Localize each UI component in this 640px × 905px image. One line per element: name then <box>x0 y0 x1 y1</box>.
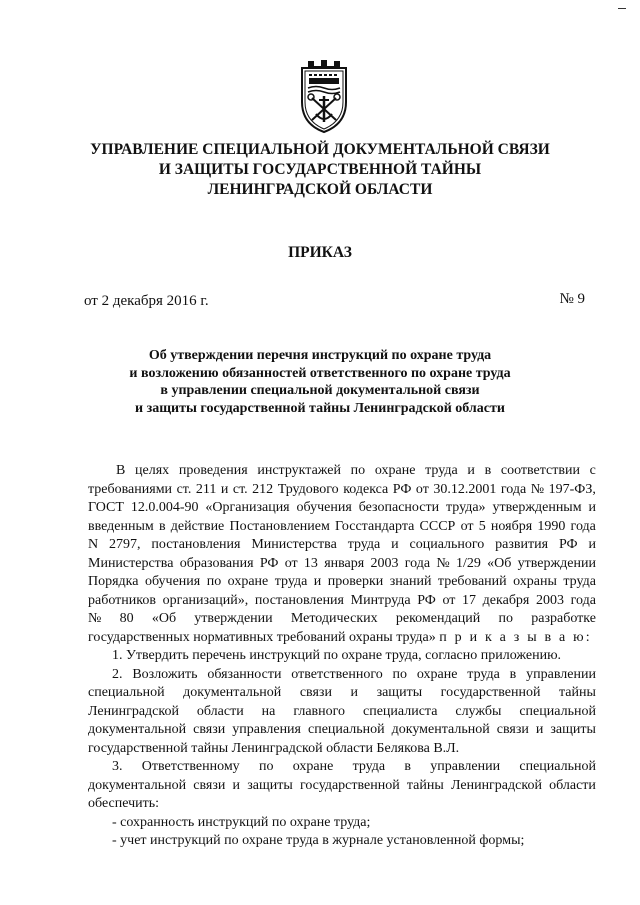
body-line: обеспечить: <box>88 796 159 811</box>
word: 1990 <box>537 518 566 534</box>
word: от <box>415 481 429 497</box>
body-line <box>88 481 596 500</box>
word: и <box>588 537 596 552</box>
word: управлении <box>430 759 501 774</box>
word: охране <box>292 759 334 774</box>
word: ответственного <box>291 666 383 682</box>
word: В <box>116 463 126 478</box>
word: государственной <box>299 777 400 793</box>
word: рекомендаций <box>395 611 481 626</box>
word: и <box>232 777 241 793</box>
word: требований <box>437 574 507 589</box>
word: 12.0.004-90 <box>130 500 199 515</box>
word: 2003 <box>536 592 564 608</box>
word: охране <box>416 666 458 682</box>
subject-line: и возложению обязанностей ответственного по охране труда <box>129 365 511 381</box>
word: декабря <box>482 592 530 608</box>
word: 3. <box>112 759 123 774</box>
word: государственной <box>440 685 541 700</box>
word: охране <box>227 574 269 589</box>
word: труда <box>425 463 458 478</box>
word: на <box>261 703 276 719</box>
word: 211 <box>195 481 217 497</box>
word: разработке <box>531 611 596 626</box>
word: утвержденным <box>492 500 582 515</box>
body-line <box>88 758 596 777</box>
word: введенным <box>88 518 154 534</box>
word: защиты <box>247 777 293 793</box>
word: тайны <box>406 777 444 793</box>
word: от <box>460 518 474 534</box>
word: года <box>570 518 596 534</box>
word: и <box>391 537 399 552</box>
word: специальной <box>308 722 385 737</box>
agency-name <box>60 140 580 200</box>
word: N <box>88 537 99 552</box>
word: 2797, <box>109 537 141 552</box>
word: РФ <box>392 481 412 497</box>
word: 80 <box>119 611 134 626</box>
word: документальной <box>88 722 187 737</box>
word: от <box>284 555 298 571</box>
coat-of-arms-icon <box>296 58 352 136</box>
word: документальной <box>183 685 282 700</box>
word: управления <box>232 722 301 737</box>
word: по <box>206 574 222 589</box>
word: социального <box>409 537 485 552</box>
word: инструктажей <box>257 463 341 478</box>
word: связи <box>193 777 226 793</box>
word: по <box>350 463 366 478</box>
word: по <box>258 759 274 774</box>
word: 197-ФЗ, <box>548 481 596 497</box>
word: 13 <box>303 555 318 571</box>
word: области <box>196 703 244 719</box>
word: РФ <box>558 537 578 552</box>
word: в <box>158 518 166 534</box>
document-type-title: ПРИКАЗ <box>288 244 352 261</box>
word: развития <box>495 537 549 552</box>
body-line <box>88 777 596 796</box>
word: года <box>570 592 596 608</box>
word: 5 <box>478 518 486 534</box>
word: постановления <box>254 592 344 608</box>
body-line <box>88 555 596 574</box>
body-line <box>88 666 596 685</box>
word: Возложить <box>132 666 198 682</box>
order-date: от 2 декабря 2016 г. <box>84 293 209 309</box>
word: Ленинградской <box>450 777 542 793</box>
word: организаций», <box>162 592 249 608</box>
body-line <box>88 536 596 555</box>
word: 1/29 <box>455 555 481 571</box>
word: обучения <box>296 500 352 515</box>
word: образования <box>179 555 254 571</box>
body-line <box>88 684 596 703</box>
corner-mark <box>618 8 626 9</box>
word: «Организация <box>205 500 290 515</box>
word: Минтруда <box>350 592 411 608</box>
subject-line: в управлении специальной документальной связи <box>160 383 480 398</box>
body-line <box>88 462 596 481</box>
word: 17 <box>462 592 477 608</box>
word: ГОСТ <box>88 500 124 515</box>
word: и <box>313 574 322 589</box>
word: постановления <box>151 537 241 552</box>
word: «Об <box>151 611 177 626</box>
order-number: № 9 <box>559 291 585 307</box>
word: 2. <box>112 666 123 682</box>
word: № <box>88 611 102 626</box>
word: проведения <box>178 463 248 478</box>
word: целях <box>135 463 170 478</box>
word: ст. <box>176 481 192 497</box>
word: утверждении <box>517 555 596 571</box>
word: по <box>392 666 408 682</box>
body-line <box>88 629 596 648</box>
word: СССР <box>419 518 456 534</box>
word: № <box>436 555 450 571</box>
word: документальной <box>88 777 187 793</box>
orders-word: п р и к а з ы в а ю: <box>439 629 592 645</box>
word: проверки <box>327 574 384 589</box>
word: охране <box>374 463 416 478</box>
word: и <box>467 463 475 478</box>
word: документальной <box>391 722 490 737</box>
word: службы <box>455 703 502 719</box>
body-line <box>88 610 596 629</box>
word: Госстандарта <box>335 518 415 534</box>
word: и <box>350 685 358 700</box>
word: РФ <box>417 592 436 608</box>
word: области <box>549 777 596 793</box>
word: защиты <box>376 685 423 700</box>
word: «Об <box>487 555 512 571</box>
word: действие <box>170 518 225 534</box>
word: Ответственному <box>141 759 240 774</box>
word: требованиями <box>88 481 173 497</box>
word: ноября <box>490 518 533 534</box>
word: знаний <box>389 574 432 589</box>
word: РФ <box>259 555 279 571</box>
word: Порядка <box>88 574 139 589</box>
word: обучения <box>144 574 201 589</box>
word: кодекса <box>343 481 389 497</box>
word: специалиста <box>362 703 438 719</box>
word: управлении <box>526 666 596 682</box>
word: в <box>509 666 517 682</box>
agency-line: УПРАВЛЕНИЕ СПЕЦИАЛЬНОЙ ДОКУМЕНТАЛЬНОЙ СВЯЗИ <box>90 141 550 158</box>
word: от <box>442 592 456 608</box>
word: обязанности <box>207 666 282 682</box>
word: января <box>324 555 365 571</box>
word: и <box>220 481 229 497</box>
body-line <box>88 703 596 722</box>
subject-line: Об утверждении перечня инструкций по охране труда <box>148 348 492 363</box>
agency-line: И ЗАЩИТЫ ГОСУДАРСТВЕННОЙ ТАЙНЫ <box>158 161 482 178</box>
word: 212 <box>252 481 274 497</box>
body-line: государственной тайны Ленинградской области Белякова В.Л. <box>88 740 460 756</box>
word: труда <box>467 666 500 682</box>
word: 2003 <box>370 555 399 571</box>
word: Министерства <box>88 555 174 571</box>
word: по <box>498 611 514 626</box>
word: в <box>484 463 492 478</box>
word: утверждении <box>194 611 273 626</box>
agency-line: ЛЕНИНГРАДСКОЙ ОБЛАСТИ <box>207 181 433 198</box>
word: № <box>530 481 545 497</box>
word: Трудового <box>277 481 339 497</box>
body-line <box>88 721 596 740</box>
word: 30.12.2001 <box>433 481 497 497</box>
word: защиты <box>550 722 596 737</box>
word: работников <box>88 592 156 608</box>
body-line <box>88 499 596 518</box>
word: Постановлением <box>229 518 330 534</box>
word: с <box>589 463 596 478</box>
word: связи <box>299 685 332 700</box>
word: ст. <box>232 481 248 497</box>
word: охраны <box>513 574 557 589</box>
word: труда <box>347 537 381 552</box>
word: труда <box>274 574 308 589</box>
word: специальной <box>519 703 596 719</box>
word: специальной <box>88 685 165 700</box>
word: Министерства <box>251 537 337 552</box>
word: и <box>588 500 596 515</box>
word: Методических <box>290 611 378 626</box>
order-body <box>88 462 596 851</box>
word: труда <box>352 759 386 774</box>
word: труда» <box>445 500 486 515</box>
word: безопасности <box>358 500 440 515</box>
body-line <box>88 518 596 537</box>
bullet-2: - учет инструкций по охране труда в журнале установленной формы; <box>112 833 525 848</box>
preamble-last: государственных нормативных требований охраны труда» <box>88 629 436 645</box>
body-line <box>88 592 596 611</box>
body-line <box>88 573 596 592</box>
word: труда <box>563 574 596 589</box>
order-subject <box>60 347 580 417</box>
item-1: 1. Утвердить перечень инструкций по охране труда, согласно приложению. <box>112 648 562 663</box>
word: главного <box>293 703 346 719</box>
word: и <box>535 722 544 737</box>
bullet-1: - сохранность инструкций по охране труда; <box>112 814 371 830</box>
word: тайны <box>559 685 596 700</box>
word: связи <box>496 722 529 737</box>
word: Ленинградской <box>88 703 179 719</box>
word: соответствии <box>500 463 580 478</box>
word: связи <box>193 722 226 737</box>
word: года <box>404 555 431 571</box>
word: специальной <box>519 759 596 774</box>
subject-line: и защиты государственной тайны Ленинградской области <box>135 400 505 416</box>
word: года <box>500 481 527 497</box>
word: в <box>404 759 412 774</box>
